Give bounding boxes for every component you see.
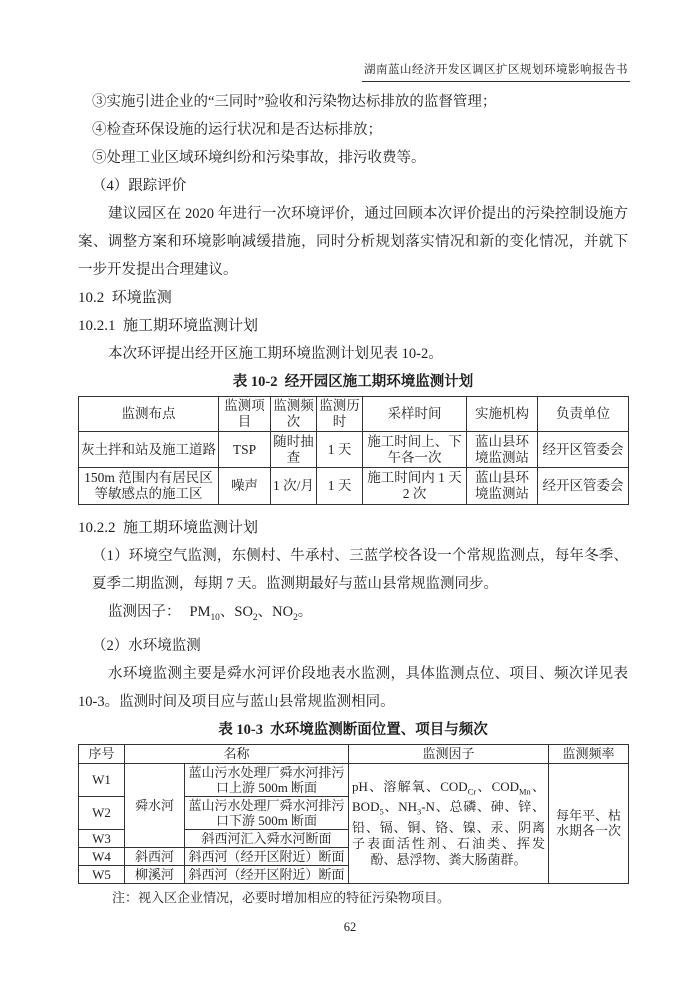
table-cell: 随时抽查	[271, 432, 317, 468]
table-10-2-header-row	[79, 397, 629, 432]
table-cell: 噪声	[219, 468, 271, 505]
tracking-evaluation-paragraph: 建议园区在 2020 年进行一次环境评价，通过回顾本次评价提出的污染控制设施方案、调整方案和环境影响减缓措施，同时分析规划落实情况和新的变化情况，并就下一步开发提出合理建议。	[78, 206, 628, 278]
monitoring-factors-line	[78, 598, 628, 632]
section-id-cell: W3	[79, 829, 125, 847]
section-desc-cell: 斜西河（经开区附近）断面	[185, 865, 349, 883]
section-id-cell: W1	[79, 763, 125, 796]
section-desc-cell: 斜西河汇入舜水河断面	[185, 829, 349, 847]
table-cell: 经开区管委会	[538, 468, 629, 505]
section-heading-10-2: 10.2 环境监测	[78, 290, 172, 306]
air-monitoring-paragraph: （1）环境空气监测，东侧村、牛承村、三蓝学校各设一个常规监测点，每年冬季、夏季二期监测，每期 7 天。监测期最好与蓝山县常规监测同步。	[92, 548, 628, 592]
column-header: 监测因子	[349, 744, 549, 763]
table-10-2-caption: 表 10-2 经开园区施工期环境监测计划	[232, 374, 474, 390]
section-desc-cell: 蓝山污水处理厂舜水河排污口上游 500m 断面	[185, 763, 349, 796]
section-id-cell: W2	[79, 796, 125, 829]
list-item-3: ③实施引进企业的“三同时”验收和污染物达标排放的监督管理；	[92, 94, 497, 110]
table-cell: 灰土拌和站及施工道路	[79, 432, 219, 468]
table-cell: 施工时间上、下午各一次	[363, 432, 467, 468]
page-header	[78, 60, 630, 82]
table-10-3	[78, 744, 629, 884]
table-cell: 150m 范围内有居民区等敏感点的施工区	[79, 468, 219, 505]
table-row	[79, 468, 629, 505]
column-header: 采样时间	[363, 397, 467, 432]
table-row	[79, 432, 629, 468]
river-name-cell: 柳溪河	[125, 865, 185, 883]
monitoring-factors-formulas: $PM_{10}$、$SO_2$、$NO_2$。	[189, 604, 313, 623]
monitoring-factors-cell: pH、溶解氧、$COD_{Cr}$、$COD_{Mn}$、$BOD_5$、$NH_3-N$、总磷、砷、锌、铅、镉、铜、铬、镍、汞、阴离子表面活性剂、石油类、挥发酚、悬浮物、粪大肠菌群。	[349, 763, 549, 883]
table-cell: 蓝山县环境监测站	[467, 468, 538, 505]
column-header: 监测频次	[271, 397, 317, 432]
table-cell: TSP	[219, 432, 271, 468]
table-10-3-header-row	[79, 744, 629, 763]
column-header: 监测布点	[79, 397, 219, 432]
river-name-cell: 舜水河	[125, 763, 185, 847]
page-number: 62	[343, 920, 357, 934]
table-cell: 1 天	[317, 468, 363, 505]
section-heading-10-2-1: 10.2.1 施工期环境监测计划	[78, 318, 259, 334]
section-desc-cell: 蓝山污水处理厂舜水河排污口下游 500m 断面	[185, 796, 349, 829]
monitoring-factors-label: 监测因子：	[108, 604, 181, 620]
section-desc-cell: 斜西河（经开区附近）断面	[185, 847, 349, 865]
tracking-evaluation-title: （4）跟踪评价	[92, 178, 187, 194]
table-cell: 蓝山县环境监测站	[467, 432, 538, 468]
column-header: 负责单位	[538, 397, 629, 432]
table-cell: 1 次/月	[271, 468, 317, 505]
paragraph-10-2-1: 本次环评提出经开区施工期环境监测计划见表 10-2。	[108, 346, 443, 362]
table-row	[79, 763, 629, 796]
page-content	[78, 88, 632, 910]
water-monitoring-title: （2）水环境监测	[92, 637, 201, 654]
table-10-3-caption: 表 10-3 水环境监测断面位置、项目与频次	[218, 721, 488, 738]
document-header-title: 湖南蓝山经济开发区调区扩区规划环境影响报告书	[362, 63, 630, 82]
table-cell: 1 天	[317, 432, 363, 468]
column-header: 序号	[79, 744, 125, 763]
table-cell: 施工时间内 1 天 2 次	[363, 468, 467, 505]
table-10-2	[78, 396, 629, 505]
section-id-cell: W5	[79, 865, 125, 883]
column-header: 监测项目	[219, 397, 271, 432]
table-cell: 经开区管委会	[538, 432, 629, 468]
list-item-5: ⑤处理工业区域环境纠纷和污染事故，排污收费等。	[92, 150, 426, 166]
water-monitoring-paragraph: 水环境监测主要是舜水河评价段地表水监测，具体监测点位、项目、频次详见表 10-3。监测时间及项目应与蓝山县常规监测相同。	[78, 665, 632, 710]
column-header: 监测历时	[317, 397, 363, 432]
column-header: 名称	[125, 744, 349, 763]
section-id-cell: W4	[79, 847, 125, 865]
list-item-4: ④检查环保设施的运行状况和是否达标排放；	[92, 122, 382, 138]
river-name-cell: 斜西河	[125, 847, 185, 865]
monitoring-frequency-cell: 每年平、枯水期各一次	[549, 763, 629, 883]
page-footer	[0, 920, 700, 935]
section-heading-10-2-2: 10.2.2 施工期环境监测计划	[78, 520, 259, 536]
table-10-3-note: 注：视入区企业情况，必要时增加相应的特征污染物项目。	[112, 889, 451, 905]
column-header: 实施机构	[467, 397, 538, 432]
column-header: 监测频率	[549, 744, 629, 763]
